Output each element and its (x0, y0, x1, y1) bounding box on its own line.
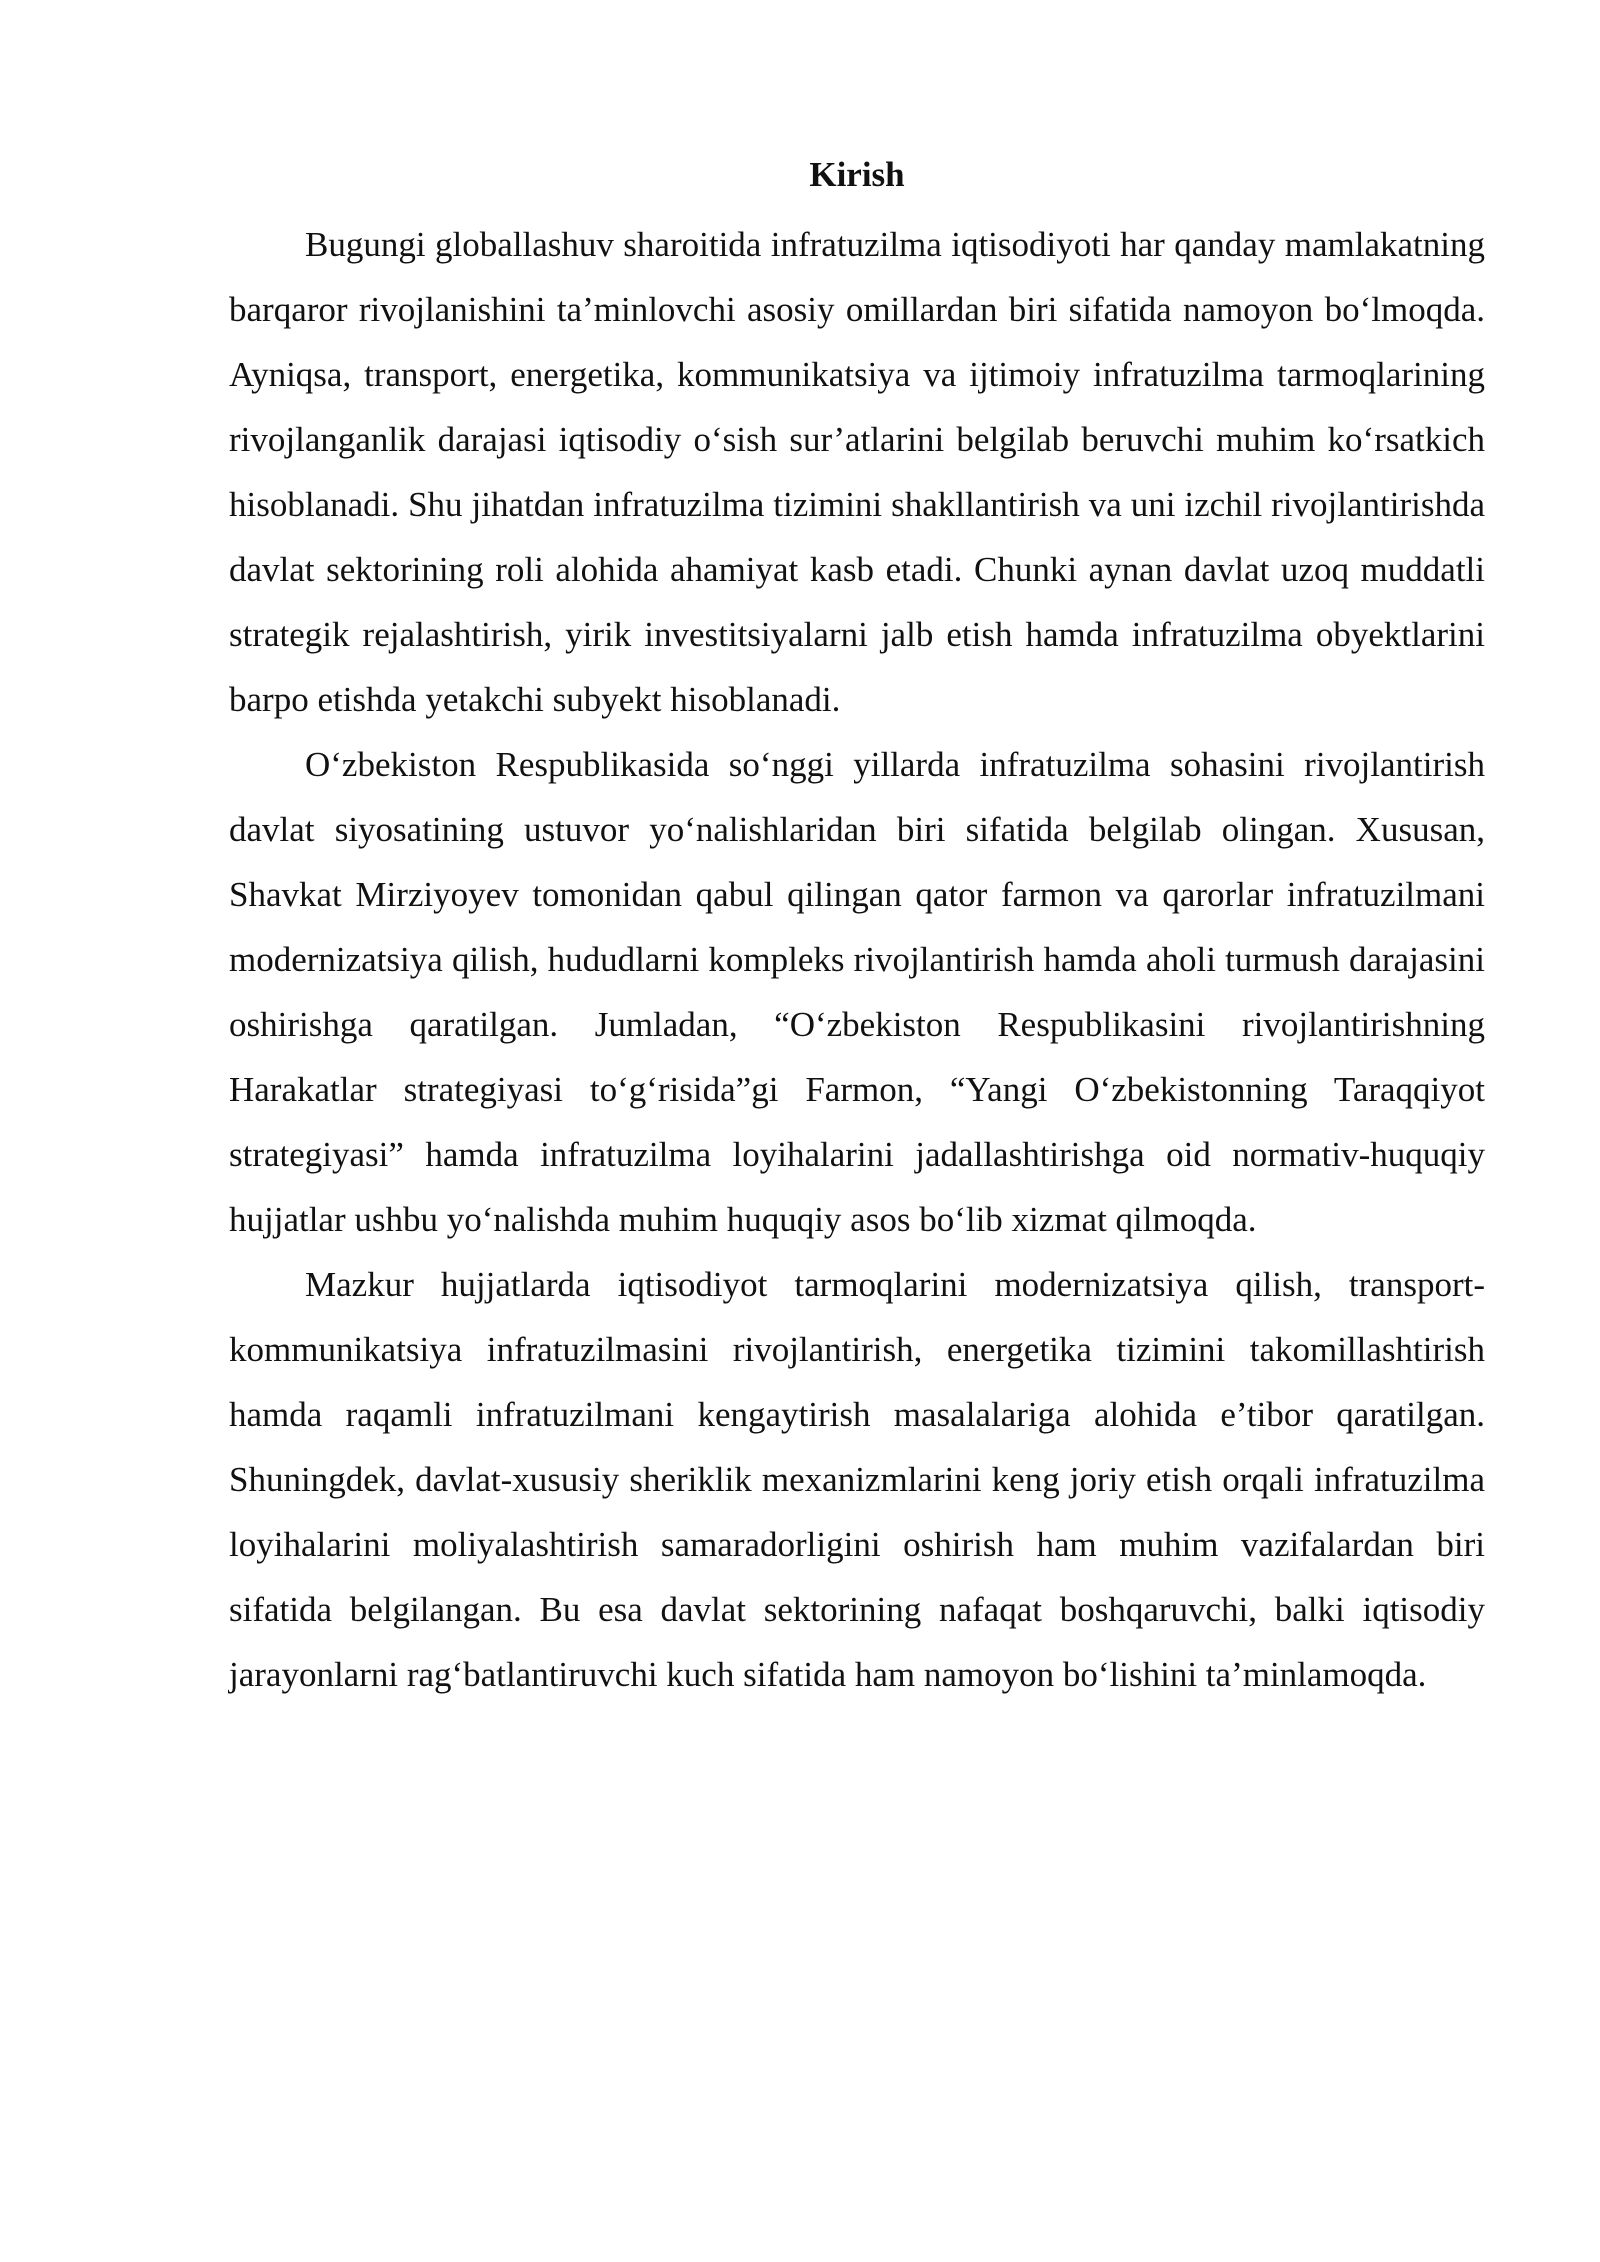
paragraph-2: O‘zbekiston Respublikasida so‘nggi yillarda infratuzilma sohasini rivojlantirish davlat siyosatining ustuvor yo‘nalishlaridan biri sifatida belgilab olingan. Xususan, Shavkat Mirziyoyev tomonidan qabul qilingan qator farmon va qarorlar infratuzilmani modernizatsiya qilish, hududlarni kompleks rivojlantirish hamda aholi turmush darajasini oshirishga qaratilgan. Jumladan, “O‘zbekiston Respublikasini rivojlantirishning Harakatlar strategiyasi to‘g‘risida”gi Farmon, “Yangi O‘zbekistonning Taraqqiyot strategiyasi” hamda infratuzilma loyihalarini jadallashtirishga oid normativ-huquqiy hujjatlar ushbu yo‘nalishda muhim huquqiy asos bo‘lib xizmat qilmoqda. (229, 745, 1485, 1239)
page-title: Kirish (809, 155, 905, 194)
paragraph-3: Mazkur hujjatlarda iqtisodiyot tarmoqlarini modernizatsiya qilish, transport-kommunikatsiya infratuzilmasini rivojlantirish, energetika tizimini takomillashtirish hamda raqamli infratuzilmani kengaytirish masalalariga alohida e’tibor qaratilgan. Shuningdek, davlat-xususiy sheriklik mexanizmlarini keng joriy etish orqali infratuzilma loyihalarini moliyalashtirish samaradorligini oshirish ham muhim vazifalardan biri sifatida belgilangan. Bu esa davlat sektorining nafaqat boshqaruvchi, balki iqtisodiy jarayonlarni rag‘batlantiruvchi kuch sifatida ham namoyon bo‘lishini ta’minlamoqda. (229, 1265, 1485, 1694)
paragraph-1: Bugungi globallashuv sharoitida infratuzilma iqtisodiyoti har qanday mamlakatning barqaror rivojlanishini ta’minlovchi asosiy omillardan biri sifatida namoyon bo‘lmoqda. Ayniqsa, transport, energetika, kommunikatsiya va ijtimoiy infratuzilma tarmoqlarining rivojlanganlik darajasi iqtisodiy o‘sish sur’atlarini belgilab beruvchi muhim ko‘rsatkich hisoblanadi. Shu jihatdan infratuzilma tizimini shakllantirish va uni izchil rivojlantirishda davlat sektorining roli alohida ahamiyat kasb etadi. Chunki aynan davlat uzoq muddatli strategik rejalashtirish, yirik investitsiyalarni jalb etish hamda infratuzilma obyektlarini barpo etishda yetakchi subyekt hisoblanadi. (229, 225, 1485, 719)
document-body (229, 148, 1485, 1707)
